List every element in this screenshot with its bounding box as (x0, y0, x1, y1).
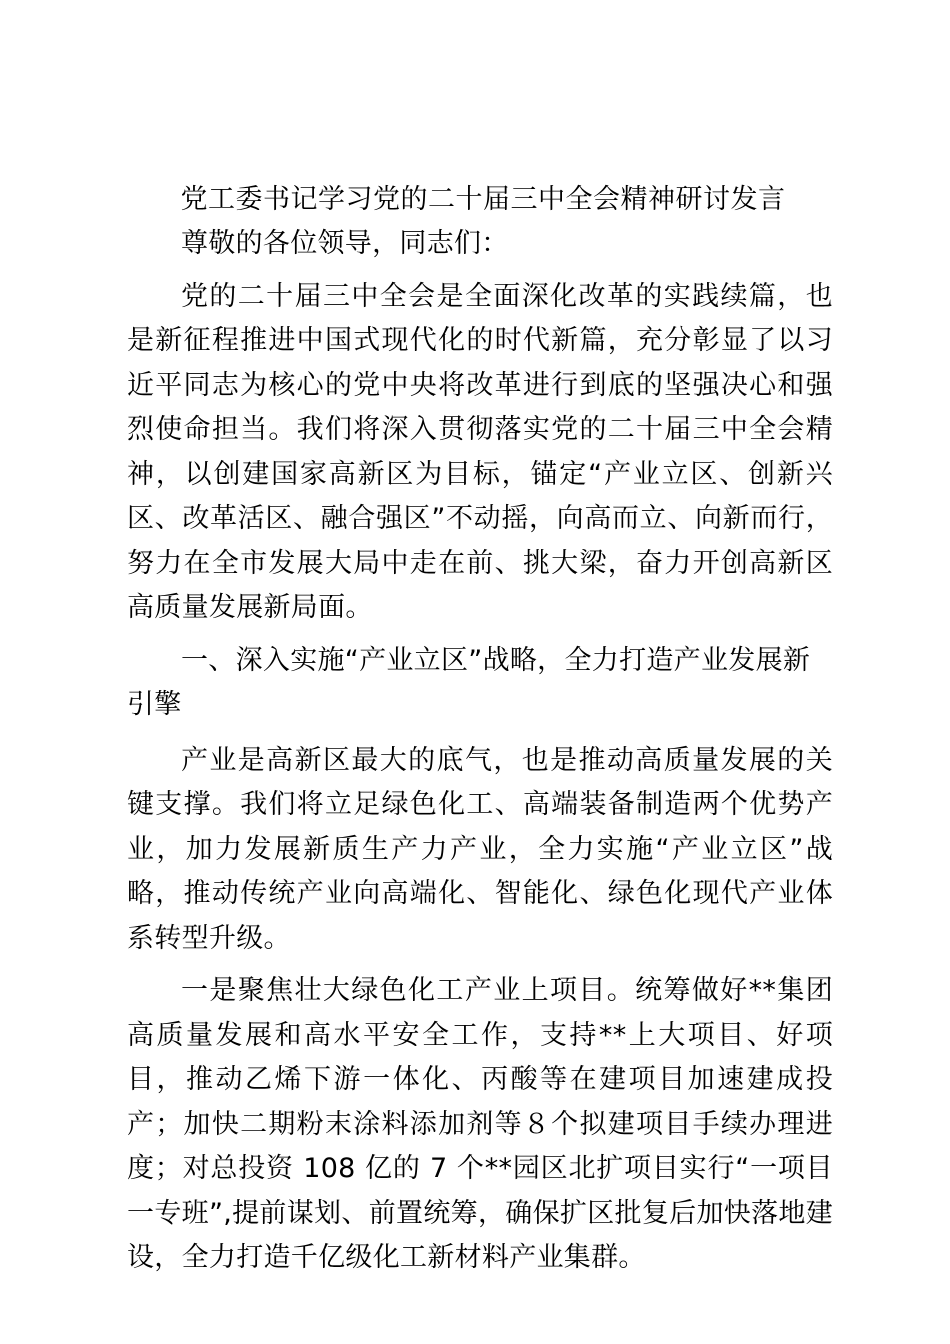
document-body (127, 178, 833, 1281)
green-chemical-paragraph: 一是聚焦壮大绿色化工产业上项目。统筹做好**集团高质量发展和高水平安全工作，支持**上大项目、好项目，推动乙烯下游一体化、丙酸等在建项目加速建成投产；加快二期粉末涂料添加剂等８个拟建项目手续办理进度；对总投资 108 亿的 7 个**园区北扩项目实行“一项目一专班”,提前谋划、前置统筹，确保扩区批复后加快落地建设，全力打造千亿级化工新材料产业集群。 (127, 975, 833, 1273)
section-heading: 一、深入实施“产业立区”战略，全力打造产业发展新引擎 (127, 644, 811, 720)
document-title: 党工委书记学习党的二十届三中全会精神研讨发言 (180, 184, 786, 215)
salutation: 尊敬的各位领导，同志们： (181, 228, 509, 259)
intro-paragraph: 党的二十届三中全会是全面深化改革的实践续篇，也是新征程推进中国式现代化的时代新篇，充分彰显了以习近平同志为核心的党中央将改革进行到底的坚强决心和强烈使命担当。我们将深入贯彻落实党的二十届三中全会精神，以创建国家高新区为目标，锚定“产业立区、创新兴区、改革活区、融合强区”不动摇，向高而立、向新而行，努力在全市发展大局中走在前、挑大梁，奋力开创高新区高质量发展新局面。 (127, 280, 833, 623)
section-intro-paragraph: 产业是高新区最大的底气，也是推动高质量发展的关键支撑。我们将立足绿色化工、高端装备制造两个优势产业，加力发展新质生产力产业，全力实施“产业立区”战略，推动传统产业向高端化、智能化、绿色化现代产业体系转型升级。 (127, 744, 833, 954)
